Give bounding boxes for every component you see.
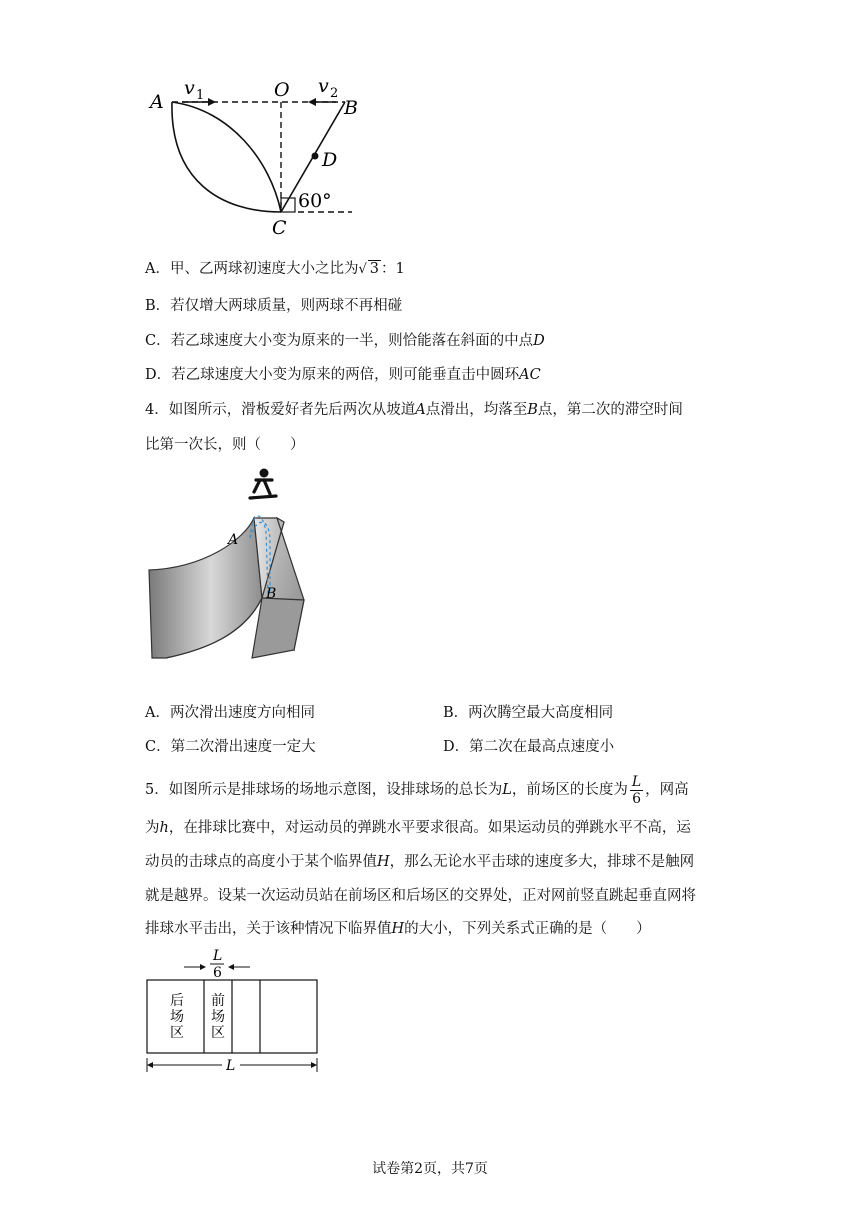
figure-skate-ramp [144, 460, 314, 665]
q5-var-H1: H [377, 854, 390, 870]
court-frac-den: 6 [213, 965, 222, 981]
label-v1-sub: 1 [196, 88, 205, 103]
label-v1: v [184, 77, 195, 99]
ramp-label-B: B [266, 586, 277, 602]
q5-text-2a: 为 [145, 820, 160, 836]
skater-icon [250, 469, 276, 499]
q5-var-L: L [502, 782, 512, 798]
q3-option-d-text: D．若乙球速度大小变为原来的两倍，则可能垂直击中圆环 [145, 367, 520, 383]
q5-text-b: ，前场区的长度为 [511, 782, 628, 798]
q4-stem-line1 [145, 400, 683, 420]
front-zone-char-1: 前 [211, 993, 225, 1009]
q4-text-a: 4．如图所示，滑板爱好者先后两次从坡道 [145, 402, 416, 418]
figure-volleyball-court [140, 946, 330, 1078]
q3-option-c-var: D [533, 333, 545, 349]
q5-text-c: ，网高 [645, 782, 689, 798]
ramp-label-A: A [228, 532, 239, 548]
q5-text-a: 5．如图所示是排球场的场地示意图，设排球场的总长为 [145, 782, 503, 798]
q3-option-d-var: AC [519, 367, 541, 383]
q3-option-a-ratio: ：1 [381, 261, 405, 277]
q5-var-H2: H [391, 921, 405, 937]
q4-option-a: A．两次滑出速度方向相同 [145, 705, 315, 721]
q4-option-d: D．第二次在最高点速度小 [443, 739, 615, 755]
q4-text-c: 点，第二次的滞空时间 [537, 402, 683, 418]
q4-var-B: B [527, 402, 538, 418]
sqrt-value: 3 [369, 261, 380, 277]
label-D: D [322, 149, 338, 171]
q3-option-d [145, 365, 541, 385]
label-v2: v [318, 75, 329, 97]
q5-text-2b: ，在排球比赛中，对运动员的弹跳水平要求很高。如果运动员的弹跳水平不高，运 [168, 820, 691, 836]
label-A: A [150, 91, 164, 113]
q5-text-3b: ，那么无论水平击球的速度多大，排球不是触网 [389, 854, 695, 870]
q3-option-b: B．若仅增大两球质量，则两球不再相碰 [145, 298, 403, 314]
court-total-L: L [226, 1058, 236, 1074]
q5-text-3a: 动员的击球点的高度小于某个临界值 [145, 854, 377, 870]
figure-arc-incline [140, 70, 370, 245]
q5-fraction [630, 774, 643, 807]
page-footer: 试卷第2页，共7页 [372, 1161, 488, 1177]
q5-stem-line2 [145, 818, 691, 838]
q5-stem-line1 [145, 773, 689, 807]
label-angle: 60° [298, 190, 332, 212]
label-v2-sub: 2 [330, 86, 339, 101]
q5-text-5b: 的大小，下列关系式正确的是（ ） [404, 921, 651, 937]
q3-option-a: A．甲、乙两球初速度大小之比为√ 3 ：1 [145, 261, 405, 277]
q5-stem-line4: 就是越界。设某一次运动员站在前场区和后场区的交界处，正对网前竖直跳起垂直网将 [145, 888, 696, 904]
q4-text-b: 点滑出，均落至 [425, 402, 528, 418]
q4-stem-line2: 比第一次长，则（ ） [145, 437, 305, 453]
q5-var-h: h [159, 820, 169, 836]
back-zone-char-1: 后 [170, 993, 184, 1009]
q5-frac-den: 6 [632, 790, 641, 807]
label-C: C [272, 217, 287, 239]
q3-option-c [145, 331, 545, 351]
q4-option-b: B．两次腾空最大高度相同 [443, 705, 614, 721]
court-frac-num: L [213, 948, 223, 964]
back-zone-char-2: 场 [170, 1009, 184, 1025]
front-zone-char-3: 区 [211, 1025, 225, 1041]
q3-option-c-text: C．若乙球速度大小变为原来的一半，则恰能落在斜面的中点 [145, 333, 534, 349]
q5-stem-line5 [145, 919, 651, 939]
label-O: O [274, 79, 290, 101]
back-zone-char-3: 区 [170, 1025, 184, 1041]
q5-stem-line3 [145, 852, 694, 872]
q5-frac-num: L [631, 773, 642, 790]
q5-text-5a: 排球水平击出，关于该种情况下临界值 [145, 921, 392, 937]
q4-option-c: C．第二次滑出速度一定大 [145, 739, 316, 755]
label-B: B [344, 97, 358, 119]
front-zone-char-2: 场 [211, 1009, 225, 1025]
q3-option-a-text: A．甲、乙两球初速度大小之比为 [145, 261, 359, 277]
q4-var-A: A [415, 402, 426, 418]
